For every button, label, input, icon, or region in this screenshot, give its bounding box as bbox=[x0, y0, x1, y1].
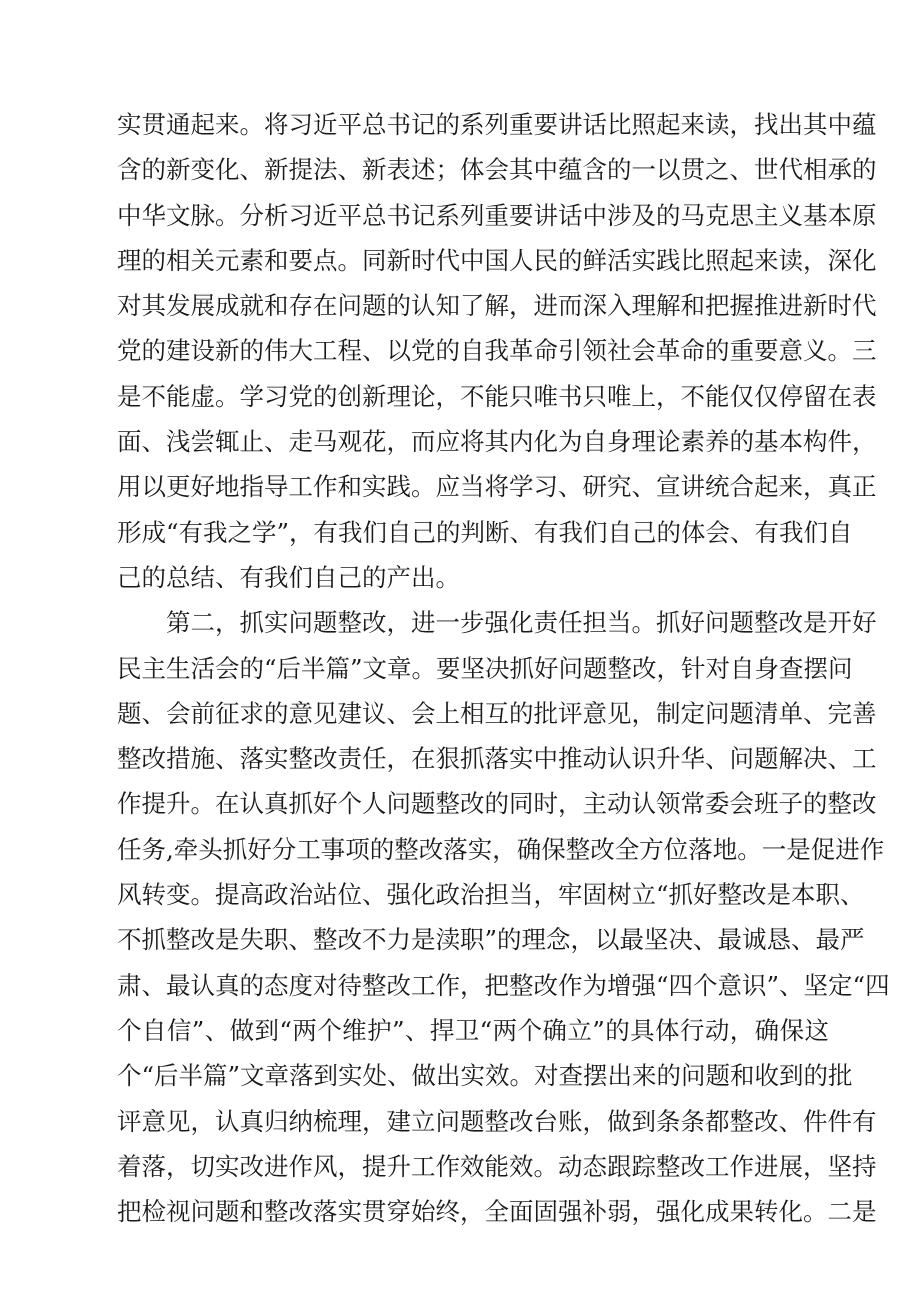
text-line: 对其发展成就和存在问题的认知了解，进而深入理解和把握推进新时代 bbox=[117, 291, 877, 321]
text-line: 作提升。在认真抓好个人问题整改的同时，主动认领常委会班子的整改 bbox=[117, 789, 877, 819]
text-line: 是不能虚。学习党的创新理论，不能只唯书只唯上，不能仅仅停留在表 bbox=[117, 381, 877, 411]
text-line: 题、会前征求的意见建议、会上相互的批评意见，制定问题清单、完善 bbox=[117, 698, 877, 728]
text-line: 任务,牵头抓好分工事项的整改落实，确保整改全方位落地。一是促进作 bbox=[117, 834, 885, 864]
text-line: 评意见，认真归纳梳理，建立问题整改台账，做到条条都整改、件件有 bbox=[117, 1106, 877, 1136]
text-line: 面、浅尝辄止、走马观花，而应将其内化为自身理论素养的基本构件， bbox=[117, 427, 877, 457]
text-line: 民主生活会的“后半篇”文章。要坚决抓好问题整改，针对自身查摆问 bbox=[117, 653, 853, 683]
text-line: 整改措施、落实整改责任，在狠抓落实中推动认识升华、问题解决、工 bbox=[117, 744, 877, 774]
text-line: 实贯通起来。将习近平总书记的系列重要讲话比照起来读，找出其中蕴 bbox=[117, 110, 877, 139]
paragraph-start-line: 第二，抓实问题整改，进一步强化责任担当。抓好问题整改是开好 bbox=[166, 608, 877, 638]
text-line: 把检视问题和整改落实贯穿始终，全面固强补弱，强化成果转化。二是 bbox=[117, 1197, 877, 1227]
text-line: 着落，切实改进作风，提升工作效能效。动态跟踪整改工作进展，坚持 bbox=[117, 1151, 877, 1181]
text-line: 形成“有我之学”，有我们自己的判断、有我们自己的体会、有我们自 bbox=[117, 517, 853, 547]
paragraph-end-line: 己的总结、有我们自己的产出。 bbox=[117, 562, 460, 592]
body-text bbox=[117, 102, 890, 1234]
text-line: 用以更好地指导工作和实践。应当将学习、研究、宣讲统合起来，真正 bbox=[117, 472, 877, 502]
text-line: 理的相关元素和要点。同新时代中国人民的鲜活实践比照起来读，深化 bbox=[117, 245, 877, 275]
text-line: 中华文脉。分析习近平总书记系列重要讲话中涉及的马克思主义基本原 bbox=[117, 200, 877, 230]
text-line: 肃、最认真的态度对待整改工作，把整改作为增强“四个意识”、坚定“四 bbox=[117, 970, 890, 1000]
text-line: 个“后半篇”文章落到实处、做出实效。对查摆出来的问题和收到的批 bbox=[117, 1061, 853, 1091]
text-line: 个自信”、做到“两个维护”、捍卫“两个确立”的具体行动，确保这 bbox=[117, 1015, 829, 1045]
text-line: 党的建设新的伟大工程、以党的自我革命引领社会革命的重要意义。三 bbox=[117, 336, 877, 366]
text-line: 含的新变化、新提法、新表述；体会其中蕴含的一以贯之、世代相承的 bbox=[117, 155, 877, 185]
text-line: 风转变。提高政治站位、强化政治担当，牢固树立“抓好整改是本职、 bbox=[117, 880, 865, 910]
text-line: 不抓整改是失职、整改不力是渎职”的理念，以最坚决、最诚恳、最严 bbox=[117, 925, 865, 955]
